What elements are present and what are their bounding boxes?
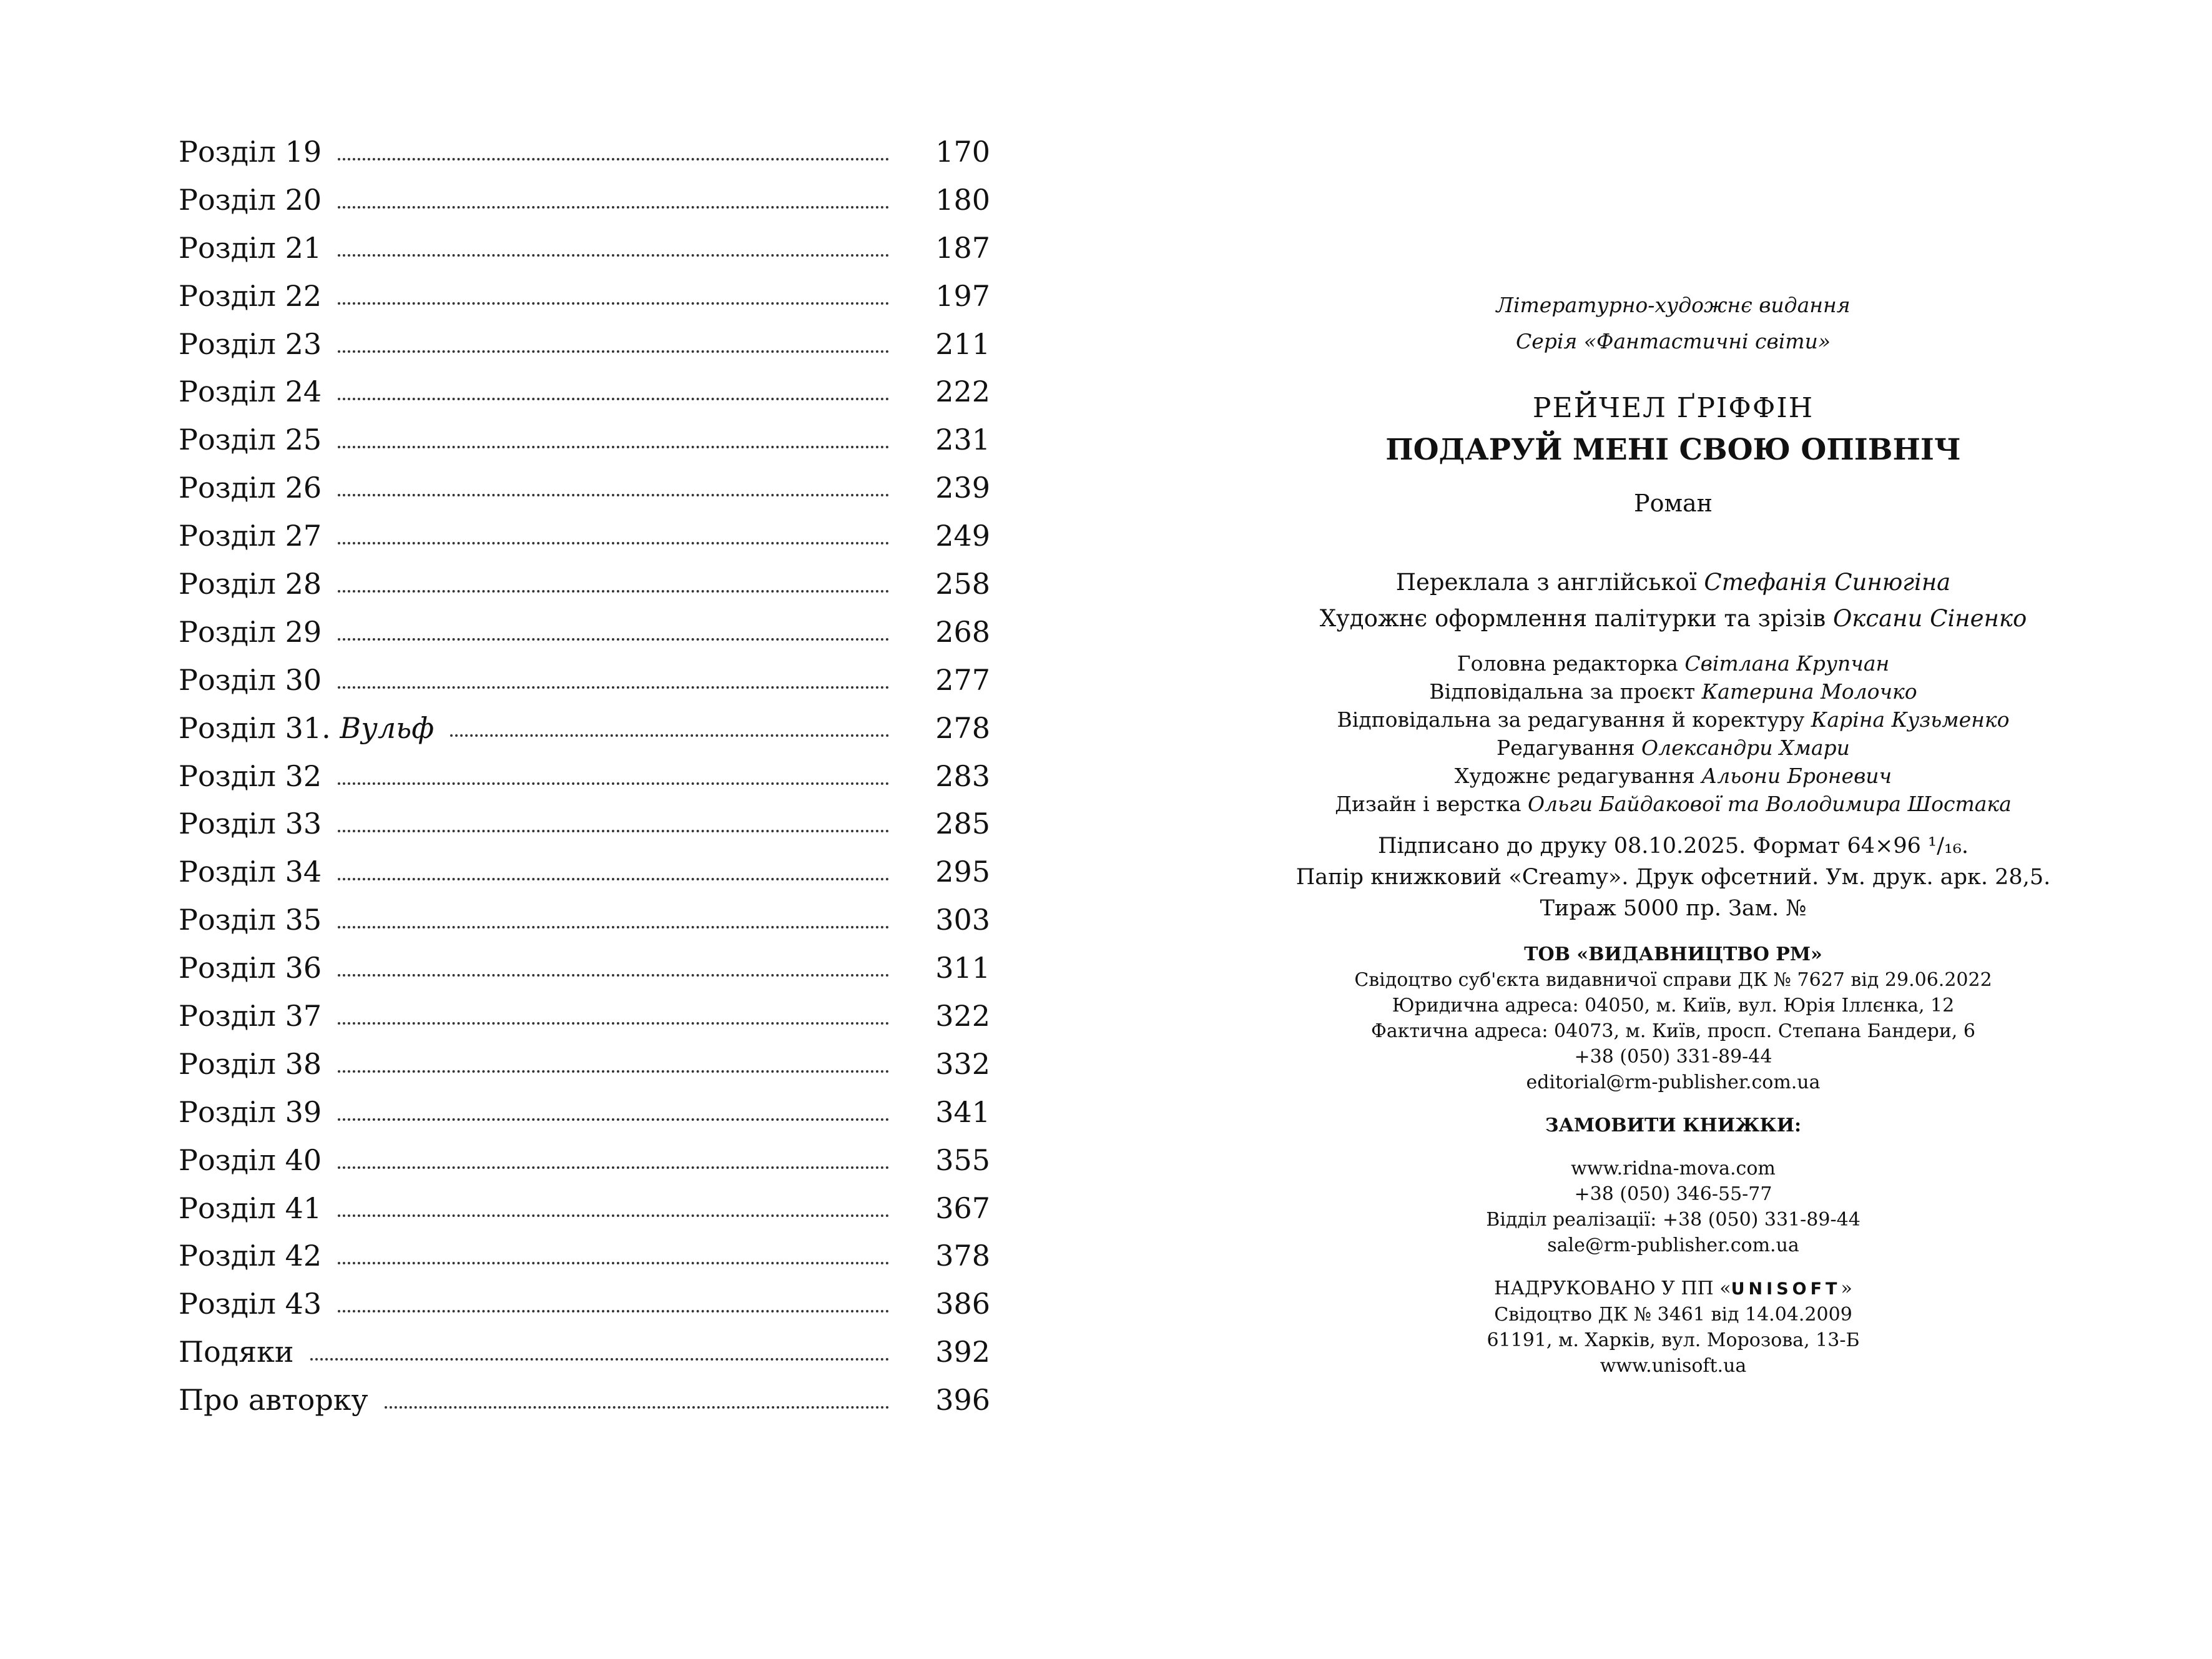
toc-entry-label: Розділ 22 [179,278,322,313]
toc-entry-page: 303 [935,903,990,937]
toc-entry [179,1241,990,1289]
toc-entry-label: Розділ 27 [179,519,322,553]
toc-entry-page: 386 [935,1287,990,1321]
dot-leader [338,1262,889,1264]
staff-line: Відповідальна за редагування й коректуру Каріна Кузьменко [1337,707,2010,732]
edition-type: Літературно-художнє видання [1496,293,1851,317]
toc-entry [179,1191,990,1242]
dot-leader [338,1070,889,1073]
dot-leader [338,590,889,593]
printer-block [1236,1276,2110,1379]
toc-entry-page: 278 [935,711,990,745]
dot-leader [338,350,889,353]
toc-entry-label: Розділ 42 [179,1239,322,1273]
toc-entry [179,1095,990,1146]
toc-entry-page: 322 [935,999,990,1033]
toc-entry-page: 311 [935,951,990,985]
book-author: РЕЙЧЕЛ ҐРІФФІН [1532,392,1814,424]
publisher-line: Фактична адреса: 04073, м. Київ, просп. Степана Бандери, 6 [1371,1020,1975,1042]
toc-entry [179,1337,990,1386]
toc-entry [179,327,990,378]
dot-leader [338,254,889,257]
toc-entry-label: Розділ 29 [179,614,322,649]
toc-entry-page: 180 [935,182,990,217]
table-of-contents [179,137,990,1434]
toc-entry-page: 268 [935,614,990,649]
print-info [1236,830,2110,924]
printer-heading: НАДРУКОВАНО У ПП «UNISOFT» [1494,1277,1852,1299]
print-info-line: Підписано до друку 08.10.2025. Формат 64×96 ¹/₁₆. [1377,834,1969,859]
toc-entry [179,809,990,857]
toc-entry-label: Розділ 39 [179,1095,322,1129]
toc-entry-label: Розділ 38 [179,1046,322,1081]
order-email: sale@rm-publisher.com.ua [1547,1234,1799,1256]
toc-entry-label: Розділ 30 [179,662,322,697]
toc-entry-label: Розділ 36 [179,951,322,985]
toc-entry [179,614,990,666]
toc-entry-label: Розділ 37 [179,999,322,1033]
publisher-phone: +38 (050) 331-89-44 [1574,1046,1772,1068]
dot-leader [450,734,889,737]
toc-entry [179,953,990,1002]
toc-entry-page: 378 [935,1239,990,1273]
dot-leader [338,638,889,641]
toc-entry-page: 341 [935,1095,990,1129]
dot-leader [338,494,889,496]
dot-leader [338,158,889,160]
toc-entry-page: 355 [935,1143,990,1177]
toc-entry-label: Розділ 20 [179,182,322,217]
publisher-name: ТОВ «ВИДАВНИЦТВО РМ» [1524,943,1822,965]
print-info-line: Папір книжковий «Creamy». Друк офсетний. Ум. друк. арк. 28,5. [1295,865,2051,890]
toc-entry [179,999,990,1050]
toc-entry-label: Розділ 35 [179,903,322,937]
toc-entry-page: 222 [935,375,990,409]
toc-entry-label: Розділ 33 [179,807,322,841]
dot-leader [338,686,889,689]
toc-entry-page: 211 [935,327,990,361]
dot-leader [338,398,889,400]
dot-leader [338,1166,889,1169]
staff-credits [1236,649,2110,818]
toc-entry-label: Розділ 25 [179,423,322,457]
staff-line: Редагування Олександри Хмари [1497,736,1850,760]
toc-entry [179,137,990,185]
dot-leader [338,1214,889,1217]
toc-entry [179,1383,990,1434]
toc-entry-label: Розділ 28 [179,567,322,601]
book-title: ПОДАРУЙ МЕНІ СВОЮ ОПІВНІЧ [1385,433,1961,467]
toc-entry-page: 392 [935,1335,990,1369]
toc-entry-page: 396 [935,1383,990,1417]
toc-entry-page: 249 [935,519,990,553]
toc-entry-page: 285 [935,807,990,841]
publisher-line: Свідоцтво суб'єкта видавничої справи ДК № 7627 від 29.06.2022 [1354,969,1992,991]
toc-entry [179,1046,990,1098]
toc-entry [179,278,990,330]
dot-leader [338,830,889,832]
toc-entry-label: Подяки [179,1335,294,1369]
toc-entry-page: 258 [935,567,990,601]
order-phone: +38 (050) 346-55-77 [1574,1183,1772,1205]
toc-entry [179,473,990,521]
dot-leader [338,302,889,305]
dot-leader [338,1310,889,1312]
toc-entry-label: Розділ 41 [179,1191,322,1225]
toc-entry-page: 332 [935,1046,990,1081]
toc-entry [179,230,990,282]
publisher-email: editorial@rm-publisher.com.ua [1526,1071,1821,1093]
toc-entry-label: Розділ 24 [179,375,322,409]
credit-line: Художнє оформлення палітурки та зрізів Оксани Сіненко [1319,605,2027,632]
staff-line: Відповідальна за проєкт Катерина Молочко [1429,679,1917,704]
publisher-line: Юридична адреса: 04050, м. Київ, вул. Юрія Іллєнка, 12 [1392,995,1955,1017]
dot-leader [338,446,889,448]
toc-entry [179,569,990,618]
toc-entry-label: Розділ 26 [179,471,322,505]
toc-entry [179,711,990,762]
toc-entry-page: 295 [935,855,990,889]
toc-entry [179,857,990,905]
order-block [1236,1113,2110,1258]
toc-entry-label: Розділ 32 [179,759,322,793]
order-heading: ЗАМОВИТИ КНИЖКИ: [1545,1115,1802,1136]
toc-entry-page: 187 [935,230,990,265]
dot-leader [338,1118,889,1121]
toc-entry [179,182,990,234]
toc-entry-page: 231 [935,423,990,457]
toc-entry [179,905,990,953]
dot-leader [338,926,889,928]
staff-line: Головна редакторка Світлана Крупчан [1457,651,1890,676]
toc-entry-label: Розділ 40 [179,1143,322,1177]
imprint-page [1236,287,2110,1379]
toc-entry-label: Розділ 23 [179,327,322,361]
toc-entry-page: 367 [935,1191,990,1225]
publisher-block [1236,942,2110,1095]
toc-entry [179,425,990,473]
book-genre: Роман [1634,490,1713,517]
dot-leader [338,878,889,880]
toc-entry-label: Розділ 43 [179,1287,322,1321]
dot-leader [338,974,889,977]
order-sales-phone: Відділ реалізації: +38 (050) 331-89-44 [1486,1209,1861,1231]
order-website: www.ridna-mova.com [1571,1158,1776,1179]
toc-entry [179,377,990,425]
printer-line: Свідоцтво ДК № 3461 від 14.04.2009 [1494,1304,1852,1326]
toc-entry-label: Про авторку [179,1383,368,1417]
printer-logo-text: UNISOFT [1731,1279,1841,1299]
toc-entry [179,759,990,810]
toc-entry [179,1289,990,1337]
toc-entry-page: 283 [935,759,990,793]
dot-leader [385,1406,889,1409]
toc-entry-label: Розділ 34 [179,855,322,889]
toc-entry-label: Розділ 19 [179,135,322,169]
dot-leader [338,542,889,544]
credit-line: Переклала з англійської Стефанія Синюгіна [1395,569,1951,596]
toc-entry-page: 197 [935,278,990,313]
staff-line: Художнє редагування Альони Броневич [1454,764,1892,788]
toc-entry-page: 277 [935,662,990,697]
printer-website: www.unisoft.ua [1600,1355,1747,1377]
dot-leader [338,206,889,209]
toc-entry-label: Розділ 21 [179,230,322,265]
toc-entry-page: 239 [935,471,990,505]
dot-leader [338,1022,889,1025]
print-info-line: Тираж 5000 пр. Зам. № [1540,896,1807,921]
series-name: Серія «Фантастичні світи» [1515,329,1831,353]
toc-entry-page: 170 [935,135,990,169]
toc-entry [179,1143,990,1194]
dot-leader [310,1358,889,1361]
toc-entry-label: Розділ 31. Вульф [179,711,435,745]
dot-leader [338,782,889,785]
toc-entry [179,662,990,714]
toc-entry-subtitle: Вульф [340,711,435,745]
main-credits [1236,564,2110,637]
staff-line: Дизайн і верстка Ольги Байдакової та Володимира Шостака [1335,792,2012,816]
toc-entry [179,521,990,569]
printer-line: 61191, м. Харків, вул. Морозова, 13-Б [1487,1329,1860,1351]
